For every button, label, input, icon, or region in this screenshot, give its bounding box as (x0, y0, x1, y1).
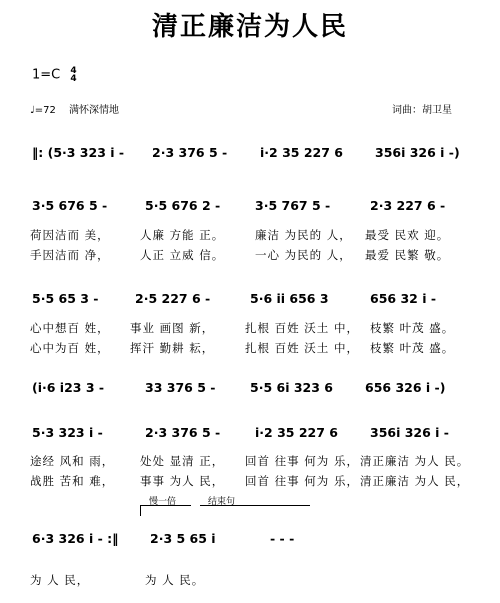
time-signature (70, 67, 76, 83)
measure: i·2 35 227 6 (255, 425, 338, 440)
lyric-text: 扎根 百姓 沃土 中， (245, 341, 359, 355)
measure: 5·5 6i 323 6 (250, 380, 333, 395)
lyric-text: 事业 画图 新， (130, 321, 215, 335)
measure: 5·3 323 i - (32, 425, 103, 440)
lyric-text: 手因洁而 净， (30, 248, 110, 262)
credit: 词曲：胡卫星 (392, 105, 452, 116)
lyric-text: 荷因洁而 美， (30, 228, 110, 242)
tempo-marking (30, 101, 119, 116)
lyric-text: 一心 为民的 人， (255, 248, 352, 262)
measure: i·2 35 227 6 (260, 145, 343, 160)
volta-brackets (140, 497, 500, 515)
first-ending-label: 慢一倍 (149, 497, 177, 507)
time-sig-bottom: 4 (70, 74, 77, 84)
measure: 3·5 676 5 - (32, 198, 108, 213)
lyric-text: 人正 立威 信。 (140, 248, 225, 262)
measure: - - - (270, 531, 295, 546)
lyric-text: 战胜 苦和 难， (30, 474, 115, 488)
measure: ‖: (5·3 323 i - (32, 145, 125, 160)
measure: (i·6 i23 3 - (32, 380, 105, 395)
measure: 6·3 326 i - :‖ (32, 531, 119, 546)
lyric-text: 途经 风和 雨， (30, 454, 115, 468)
lyric-text: 事事 为人 民， (140, 474, 225, 488)
lyric-text: 回首 往事 何为 乐， (245, 474, 359, 488)
measure: 2·3 376 5 - (152, 145, 228, 160)
measure: 5·6 ii 656 3 (250, 291, 329, 306)
measure: 356i 326 i -) (375, 145, 460, 160)
lyric-text: 处处 显清 正， (140, 454, 225, 468)
measure: 656 326 i -) (365, 380, 446, 395)
lyric-text: 廉洁 为民的 人， (255, 228, 352, 242)
measure: 656 32 i - (370, 291, 437, 306)
key-signature (32, 67, 77, 83)
measure: 2·3 227 6 - (370, 198, 446, 213)
lyric-text: 为 人 民， (30, 573, 90, 587)
lyric-text: 心中为百 姓， (30, 341, 110, 355)
lyric-text: 枝繁 叶茂 盛。 (370, 321, 455, 335)
lyric-text: 扎根 百姓 沃土 中， (245, 321, 359, 335)
measure: 2·3 5 65 i (150, 531, 216, 546)
measure: 356i 326 i - (370, 425, 449, 440)
measure: 2·5 227 6 - (135, 291, 211, 306)
lyric-text: 人廉 方能 正。 (140, 228, 225, 242)
expression-text: 满怀深情地 (69, 105, 120, 116)
measure: 2·3 376 5 - (145, 425, 221, 440)
measure: 5·5 65 3 - (32, 291, 99, 306)
measure: 3·5 767 5 - (255, 198, 331, 213)
lyric-text: 最爱 民繁 敬。 (365, 248, 450, 262)
lyric-text: 挥汗 勤耕 耘， (130, 341, 215, 355)
time-sig-top: 4 (70, 66, 77, 76)
measure: 33 376 5 - (145, 380, 216, 395)
lyric-text: 最受 民欢 迎。 (365, 228, 450, 242)
tempo-value: ♩=72 (30, 105, 56, 116)
song-title: 清正廉洁为人民 (151, 12, 348, 42)
key-text: 1=C (32, 67, 61, 83)
first-ending-bracket (140, 497, 191, 516)
second-ending-label: 结束句 (208, 497, 236, 507)
lyric-text: 回首 往事 何为 乐， (245, 454, 359, 468)
lyric-text: 清正廉洁 为人 民， (360, 474, 470, 488)
lyric-text: 枝繁 叶茂 盛。 (370, 341, 455, 355)
lyric-text: 清正廉洁 为人 民。 (360, 454, 470, 468)
measure: 5·5 676 2 - (145, 198, 221, 213)
lyric-text: 为 人 民。 (145, 573, 205, 587)
lyric-text: 心中想百 姓， (30, 321, 110, 335)
second-ending-bracket (200, 497, 310, 516)
